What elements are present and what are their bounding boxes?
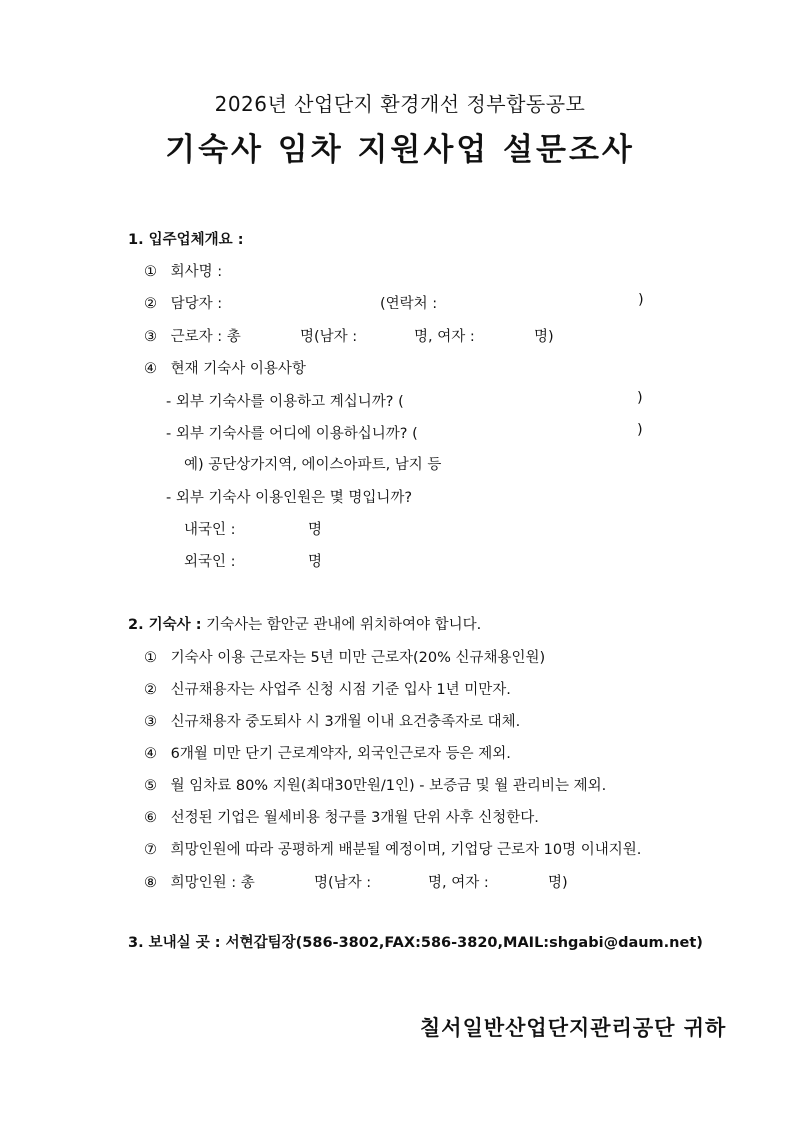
item-number: ②	[144, 682, 157, 698]
section2-item	[144, 838, 641, 859]
recipient-footer: 칠서일반산업단지관리공단 귀하	[420, 1016, 727, 1040]
question-dorm-use-close: )	[637, 390, 643, 406]
domestic-unit: 명	[308, 522, 323, 538]
item-number: ③	[144, 714, 157, 730]
company-name-row	[144, 260, 222, 281]
section2-item-text: 월 임차료 80% 지원(최대30만원/1인) - 보증금 및 월 관리비는 제외.	[170, 778, 607, 794]
question-dorm-use: - 외부 기숙사를 이용하고 계십니까? (	[166, 394, 404, 410]
item-number: ③	[144, 329, 157, 345]
manager-row	[144, 292, 222, 313]
workers-close: 명)	[534, 329, 554, 345]
hope-men-label: 명(남자 :	[314, 875, 372, 891]
section2-heading-text: 기숙사는 함안군 관내에 위치하여야 합니다.	[206, 617, 482, 633]
section3-send-to: 3. 보내실 곳 : 서현갑팀장(586-3802,FAX:586-3820,MAIL:shgabi@daum.net)	[128, 935, 703, 951]
section2-item-text: 기숙사 이용 근로자는 5년 미만 근로자(20% 신규채용인원)	[170, 650, 546, 666]
question-dorm-location: - 외부 기숙사를 어디에 이용하십니까? (	[166, 426, 418, 442]
dorm-usage-row	[144, 357, 306, 378]
hope-count-row	[144, 871, 255, 892]
question-dorm-count: - 외부 기숙사 이용인원은 몇 명입니까?	[166, 490, 413, 506]
foreign-unit: 명	[308, 554, 323, 570]
hope-women-label: 명, 여자 :	[428, 875, 489, 891]
workers-total-label: 근로자 : 총	[170, 329, 241, 345]
section2-item	[144, 774, 606, 795]
hope-close: 명)	[548, 875, 568, 891]
foreign-label: 외국인 :	[184, 554, 236, 570]
item-number: ⑦	[144, 842, 157, 858]
workers-women-label: 명, 여자 :	[414, 329, 475, 345]
section2-item	[144, 742, 511, 763]
dorm-location-example: 예) 공단상가지역, 에이스아파트, 남지 등	[184, 457, 442, 473]
manager-label: 담당자 :	[170, 296, 223, 312]
item-number: ①	[144, 650, 157, 666]
item-number: ④	[144, 361, 157, 377]
section2-item	[144, 646, 545, 667]
contact-close: )	[638, 292, 644, 308]
dorm-usage-label: 현재 기숙사 이용사항	[170, 361, 306, 377]
section2-item	[144, 806, 539, 827]
item-number: ④	[144, 746, 157, 762]
hope-total-label: 희망인원 : 총	[170, 875, 255, 891]
section2-heading-row	[128, 613, 481, 634]
section1-heading: 1. 입주업체개요 :	[128, 232, 244, 248]
document-subtitle: 2026년 산업단지 환경개선 정부합동공모	[214, 92, 586, 116]
section2-item-text: 선정된 기업은 월세비용 청구를 3개월 단위 사후 신청한다.	[170, 810, 539, 826]
section2-heading: 2. 기숙사 :	[128, 617, 202, 633]
item-number: ⑧	[144, 875, 157, 891]
section2-item	[144, 710, 520, 731]
item-number: ⑥	[144, 810, 157, 826]
domestic-label: 내국인 :	[184, 522, 236, 538]
item-number: ⑤	[144, 778, 157, 794]
company-name-label: 회사명 :	[170, 264, 223, 280]
section2-item-text: 희망인원에 따라 공평하게 배분될 예정이며, 기업당 근로자 10명 이내지원.	[170, 842, 642, 858]
section2-item	[144, 678, 511, 699]
item-number: ②	[144, 296, 157, 312]
document-title: 기숙사 임차 지원사업 설문조사	[165, 132, 635, 168]
item-number: ①	[144, 264, 157, 280]
section2-item-text: 신규채용자 중도퇴사 시 3개월 이내 요건충족자로 대체.	[170, 714, 521, 730]
question-dorm-location-close: )	[637, 422, 643, 438]
workers-row	[144, 325, 241, 346]
workers-men-label: 명(남자 :	[300, 329, 358, 345]
contact-label: (연락처 :	[380, 296, 438, 312]
section2-item-text: 6개월 미만 단기 근로계약자, 외국인근로자 등은 제외.	[170, 746, 511, 762]
section2-item-text: 신규채용자는 사업주 신청 시점 기준 입사 1년 미만자.	[170, 682, 511, 698]
